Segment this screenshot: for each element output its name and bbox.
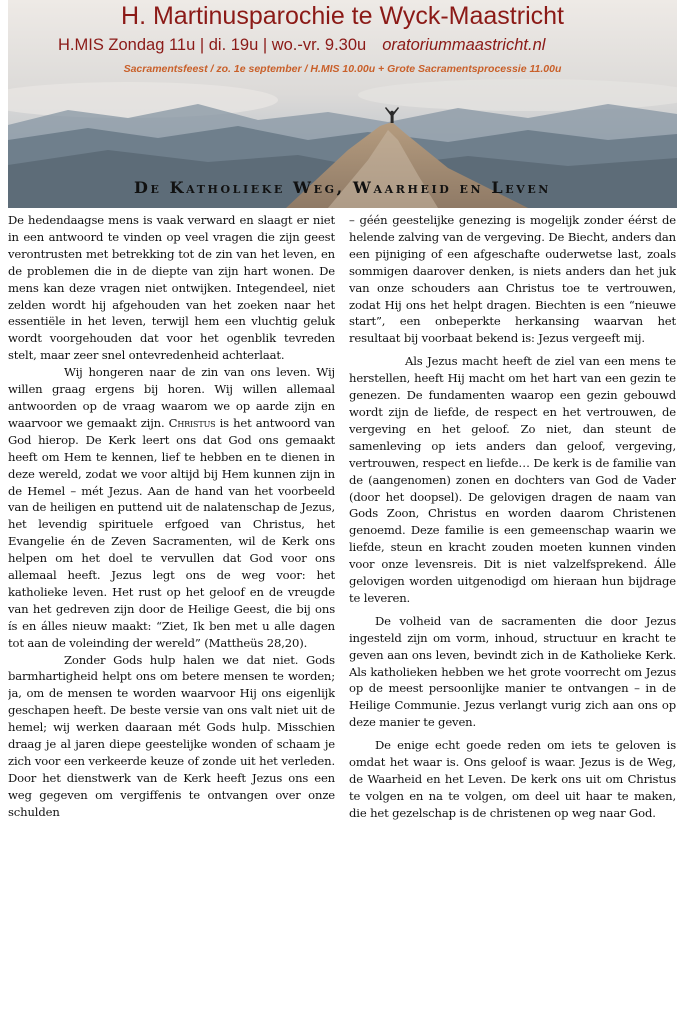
- website-link[interactable]: oratoriummaastricht.nl: [382, 36, 546, 54]
- mountain-landscape-illustration: [8, 0, 677, 208]
- paragraph: – géén geestelijke genezing is mogelijk zonder éérst de helende zalving van de vergeving. De Biecht, anders dan een pijniging of een afgeschafte ouderwetse last, zoals sommigen daarover denken, is niets anders dan het juk van onze schouders aan Christus toe te vertrouwen, zodat Hij ons het helpt dragen. Biechten is een “nieuwe start”, een onbeperkte herkansing waarvan het resultaat bij voorbaat bekend is: Jezus vergeeft mij.: [349, 213, 676, 346]
- paragraph: Als Jezus macht heeft de ziel van een mens te herstellen, heeft Hij macht om het hart van een gezin te genezen. De fundamenten waarop een gezin gebouwd wordt zijn de liefde, de respect en het vertrouwen, de vergeving en het geloof. Zo niet, dan steunt de samenleving op iets anders dan geloof, vergeving, vertrouwen, respect en liefde… De kerk is de familie van de (aangenomen) zonen en dochters van God de Vader (door het doopsel). De gelovigen dragen de naam van Gods Zoon, Christus en worden daarom Christenen genoemd. Deze familie is een gemeenschap waarin we liefde, steun en kracht zouden moeten kunnen vinden voor onze levensreis. Dit is niet valzelfsprekend. Álle gelovigen worden uitgenodigd om hieraan hun bijdrage te leveren.: [349, 354, 676, 605]
- paragraph: De enige echt goede reden om iets te geloven is omdat het waar is. Ons geloof is waar. Jezus is de Weg, de Waarheid en het Leven. De kerk ons uit om Christus te volgen en na te volgen, om deel uit haar te maken, die het gezelschap is de christenen op weg naar God.: [349, 738, 676, 820]
- header-banner: [8, 0, 677, 208]
- event-announcement: Sacramentsfeest / zo. 1e september / H.MIS 10.00u + Grote Sacramentsprocessie 11.00u: [123, 63, 562, 75]
- paragraph: Zonder Gods hulp halen we dat niet. Gods barmhartigheid helpt ons om betere mensen te worden; ja, om de mensen te worden waarvoor Hij ons eigenlijk geschapen heeft. De beste versie van ons valt niet uit de hemel; wij werken daaraan mét Gods hulp. Misschien draag je al jaren diepe geestelijke wonden of schaam je zich voor een verkeerde keuze of zonde uit het verleden. Door het dienstwerk van de Kerk heeft Jezus ons een weg gegeven om vergiffenis te ontvangen over onze schulden: [8, 652, 335, 819]
- paragraph: De volheid van de sacramenten die door Jezus ingesteld zijn om vorm, inhoud, structuur en kracht te geven aan ons leven, bevindt zich in de Katholieke Kerk. Als katholieken hebben we het grote voorrecht om Jezus op de meest persoonlijke manier te ontvangen – in de Heilige Communie. Jezus verlangt vurig zich aan ons op deze manier te geven.: [349, 613, 676, 730]
- schedule-text: H.MIS Zondag 11u | di. 19u | wo.-vr. 9.30u: [58, 36, 367, 54]
- paragraph: [8, 364, 335, 651]
- christus-smallcaps: Christus: [168, 415, 216, 430]
- article-column-right: [349, 212, 676, 1017]
- mass-schedule: [58, 36, 545, 55]
- article-heading: De Katholieke Weg, Waarheid en Leven: [134, 178, 551, 197]
- parish-title: H. Martinusparochie te Wyck-Maastricht: [121, 2, 564, 30]
- paragraph: De hedendaagse mens is vaak verward en slaagt er niet in een antwoord te vinden op veel vragen die zijn geest verontrusten met betrekking tot de zin van het leven, en de problemen die in de diepte van zijn hart wonen. De mens kan deze vragen niet ontwijken. Integendeel, niet zelden wordt hij afgehouden van het zoeken naar het essentiële in het leven, terwijl hem een vluchtig geluk wordt voorgehouden dat voor het ogenblik tevreden stelt, maar zeer snel ontevredenheid achterlaat.: [8, 213, 335, 363]
- paragraph-text: is het antwoord van God hierop. De Kerk leert ons dat God ons gemaakt heeft om Hem te kennen, lief te hebben en te dienen in deze wereld, zodat we voor altijd bij Hem kunnen zijn in de Hemel – mét Jezus. Aan de hand van het voorbeeld van de heiligen en puttend uit de nalatenschap de Jezus, het levendig spirituele erfgoed van Christus, het Evangelie én de Zeven Sacramenten, wil de Kerk ons helpen om het doel te vervullen dat God voor ons allemaal heeft. Jezus legt ons de weg voor: het katholieke leven. Het rust op het geloof en de vreugde van het gedreven zijn door de Heilige Geest, die bij ons ís en álles nieuw maakt: “Ziet, Ik ben met u alle dagen tot aan de voleinding der wereld” (Mattheüs 28,20).: [8, 415, 335, 650]
- paragraph-text: Wij hongeren naar de zin van ons leven. Wij willen graag ergens bij horen. Wij willen allemaal antwoorden op de vraag waarom we op aarde zijn en waarvoor we gemaakt zijn.: [8, 365, 335, 430]
- article-column-left: [8, 212, 335, 1017]
